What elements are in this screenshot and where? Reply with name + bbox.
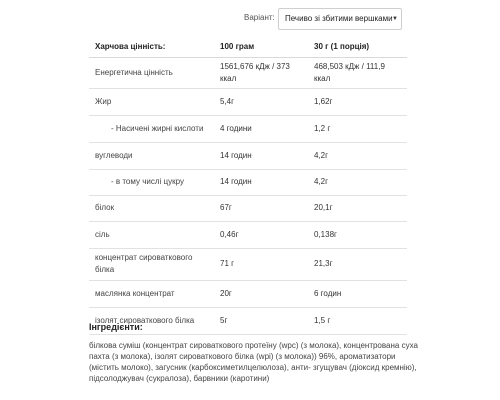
table-row [89, 88, 407, 115]
nutrient-name: сіль [89, 221, 214, 248]
value-per-serving: 1,5 г [308, 307, 407, 334]
value-per-serving: 1,2 г [308, 115, 407, 142]
value-per-100g: 14 годин [214, 142, 308, 169]
caret-down-icon: ▼ [392, 16, 398, 22]
nutrition-table [89, 37, 407, 335]
value-per-100g: 0,46г [214, 221, 308, 248]
nutrient-name: Жир [89, 88, 214, 115]
value-per-100g: 5,4г [214, 88, 308, 115]
value-per-serving: 21,3г [308, 248, 407, 280]
value-per-serving: 0,138г [308, 221, 407, 248]
nutrition-header-row [89, 37, 407, 57]
table-row [89, 115, 407, 142]
value-per-100g: 5г [214, 307, 308, 334]
nutrient-name: вуглеводи [89, 142, 214, 169]
value-per-serving: 468,503 кДж / 111,9 ккал [308, 57, 407, 88]
variant-label: Варіант: [244, 13, 275, 22]
table-row [89, 57, 407, 88]
value-per-serving: 4,2г [308, 142, 407, 169]
nutrient-name: - Насичені жирні кислоти [89, 115, 214, 142]
value-per-100g: 14 годин [214, 169, 308, 195]
nutrient-name: маслянка концентрат [89, 280, 214, 307]
table-row [89, 221, 407, 248]
nutrient-name: ізолят сироваткового білка [89, 307, 214, 334]
nutrient-name: концентрат сироваткового білка [89, 248, 214, 280]
value-per-serving: 1,62г [308, 88, 407, 115]
variant-select[interactable] [278, 8, 402, 30]
value-per-100g: 71 г [214, 248, 308, 280]
table-row [89, 142, 407, 169]
nutrient-name: - в тому числі цукру [89, 169, 214, 195]
header-per-serving: 30 г (1 порція) [308, 37, 407, 57]
table-row [89, 169, 407, 195]
table-row [89, 195, 407, 221]
variant-row [0, 8, 500, 30]
value-per-100g: 20г [214, 280, 308, 307]
value-per-serving: 20,1г [308, 195, 407, 221]
header-nutrition-value: Харчова цінність: [89, 37, 214, 57]
value-per-100g: 4 години [214, 115, 308, 142]
ingredients-title: Інгредієнти: [89, 322, 143, 332]
value-per-serving: 6 годин [308, 280, 407, 307]
ingredients-text: білкова суміш (концентрат сироваткового протеїну (wpc) (з молока), концентрована суха пахта (з молока), ізолят сироваткового білка (wpi) (з молока)) 96%, ароматизатори (містить молоко), загусник (карбоксиметилцелюлоза), анти- згущувач (діоксид кремнію), підсолоджувач (сукралоза), барвники (каротини) [89, 341, 418, 383]
nutrient-name: Енергетична цінність [89, 57, 214, 88]
value-per-100g: 67г [214, 195, 308, 221]
table-row [89, 280, 407, 307]
value-per-serving: 4,2г [308, 169, 407, 195]
table-row [89, 248, 407, 280]
nutrient-name: білок [89, 195, 214, 221]
header-per-100g: 100 грам [214, 37, 308, 57]
variant-selected-value: Печиво зі збитими вершками [285, 14, 393, 23]
value-per-100g: 1561,676 кДж / 373 ккал [214, 57, 308, 88]
